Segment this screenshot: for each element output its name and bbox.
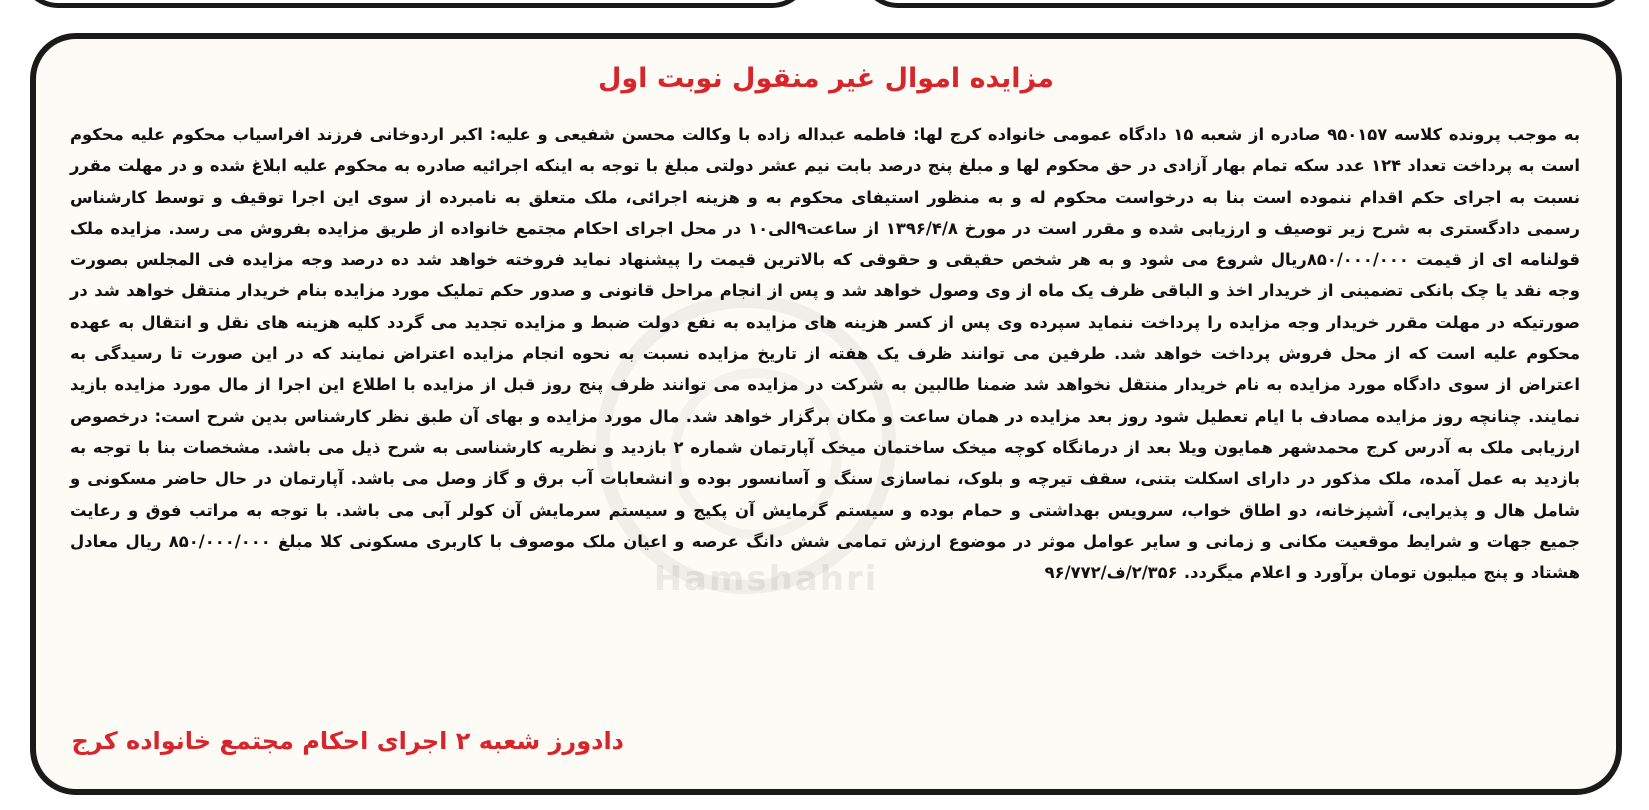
adjacent-notice-frame-left (20, 0, 810, 8)
auction-notice-box (30, 33, 1622, 795)
notice-title: مزایده اموال غیر منقول نوبت اول (597, 63, 1055, 94)
notice-signature: دادورز شعبه ۲ اجرای احکام مجتمع خانواده کرج (71, 727, 624, 755)
notice-body: به موجب پرونده کلاسه ۹۵۰۱۵۷ صادره از شعبه ۱۵ دادگاه عمومی خانواده کرج لها: فاطمه عبداله زاده با وکالت محسن شفیعی و علیه: اکبر اردوخانی فرزند افراسیاب محکوم علیه محکوم است به پرداخت تعداد ۱۲۴ عدد سکه تمام بهار آزادی در حق محکوم لها و مبلغ پنج درصد بابت نیم عشر دولتی مبلغ با توجه به اینکه اجرائیه صادره به محکوم علیه ابلاغ شده و در مهلت مقرر نسبت به اجرای حکم اقدام ننموده است بنا به درخواست محکوم له و به منظور استیفای محکوم به و هزینه اجرائی، ملک متعلق به نامبرده از سوی این اجرا توقیف و توسط کارشناس رسمی دادگستری به شرح زیر توصیف و ارزیابی شده و مقرر است در مورخ ۱۳۹۶/۴/۸ از ساعت۹الی۱۰ در محل اجرای احکام مجتمع خانواده از طریق مزایده بفروش می رسد. مزایده ملک قولنامه ای از قیمت ۸۵۰/۰۰۰/۰۰۰ریال شروع می شود و به هر شخص حقیقی و حقوقی که بالاترین قیمت را پیشنهاد نماید فروخته خواهد شد ده درصد وجه مزایده فی المجلس بصورت وجه نقد یا چک بانکی تضمینی از خریدار اخذ و الباقی ظرف یک ماه از وی وصول خواهد شد و پس از انجام مراحل قانونی و صدور حکم تملیک مورد مزایده بنام خریدار منتقل خواهد شد در صورتیکه در مهلت مقرر خریدار وجه مزایده را پرداخت ننماید سپرده وی پس از کسر هزینه های مزایده به نفع دولت ضبط و مزایده تجدید می گردد کلیه هزینه های نقل و انتقال به عهده محکوم علیه است که از محل فروش پرداخت خواهد شد. طرفین می توانند ظرف یک هفته از تاریخ مزایده نسبت به نحوه انجام مزایده اعتراض نمایند که در این صورت تا رسیدگی به اعتراض از سوی دادگاه مورد مزایده به نام خریدار منتقل نخواهد شد ضمنا طالبین به شرکت در مزایده می توانند ظرف پنج روز قبل از مزایده با اطلاع این اجرا از مال مورد مزایده بازید نمایند. چنانچه روز مزایده مصادف با ایام تعطیل شود روز بعد مزایده در همان ساعت و مکان برگزار خواهد شد. مال مورد مزایده و بهای آن طبق نظر کارشناس بدین شرح است: درخصوص ارزیابی ملک به آدرس کرج محمدشهر همایون ویلا بعد از درمانگاه کوچه میخک ساختمان میخک آپارتمان شماره ۲ بازدید و نظریه کارشناسی به شرح ذیل می باشد. مشخصات بنا با توجه به بازدید به عمل آمده، ملک مذکور در دارای اسکلت بتنی، سقف تیرچه و بلوک، نماسازی سنگ و آسانسور بوده و انشعابات آب برق و گاز وصل می باشد. آپارتمان در حال حاضر مسکونی و شامل هال و پذیرایی، آشپزخانه، دو اطاق خواب، سرویس بهداشتی و حمام بوده و سیستم گرمایش آن پکیج و سیستم سرمایش آن کولر آبی می باشد. با توجه به مراتب فوق و رعایت جمیع جهات و شرایط موقعیت مکانی و زمانی و سایر عوامل موثر در موضوع ارزش تمامی شش دانگ عرصه و اعیان ملک موصوف با کاربری مسکونی کلا مبلغ ۸۵۰/۰۰۰/۰۰۰ ریال معادل هشتاد و پنج میلیون تومان برآورد و اعلام میگردد. ۲/۳۵۶/ف/۹۶/۷۷۲ (70, 125, 1581, 583)
adjacent-notice-frame-right (860, 0, 1630, 8)
watermark-logo: Hamshahri (653, 559, 879, 599)
